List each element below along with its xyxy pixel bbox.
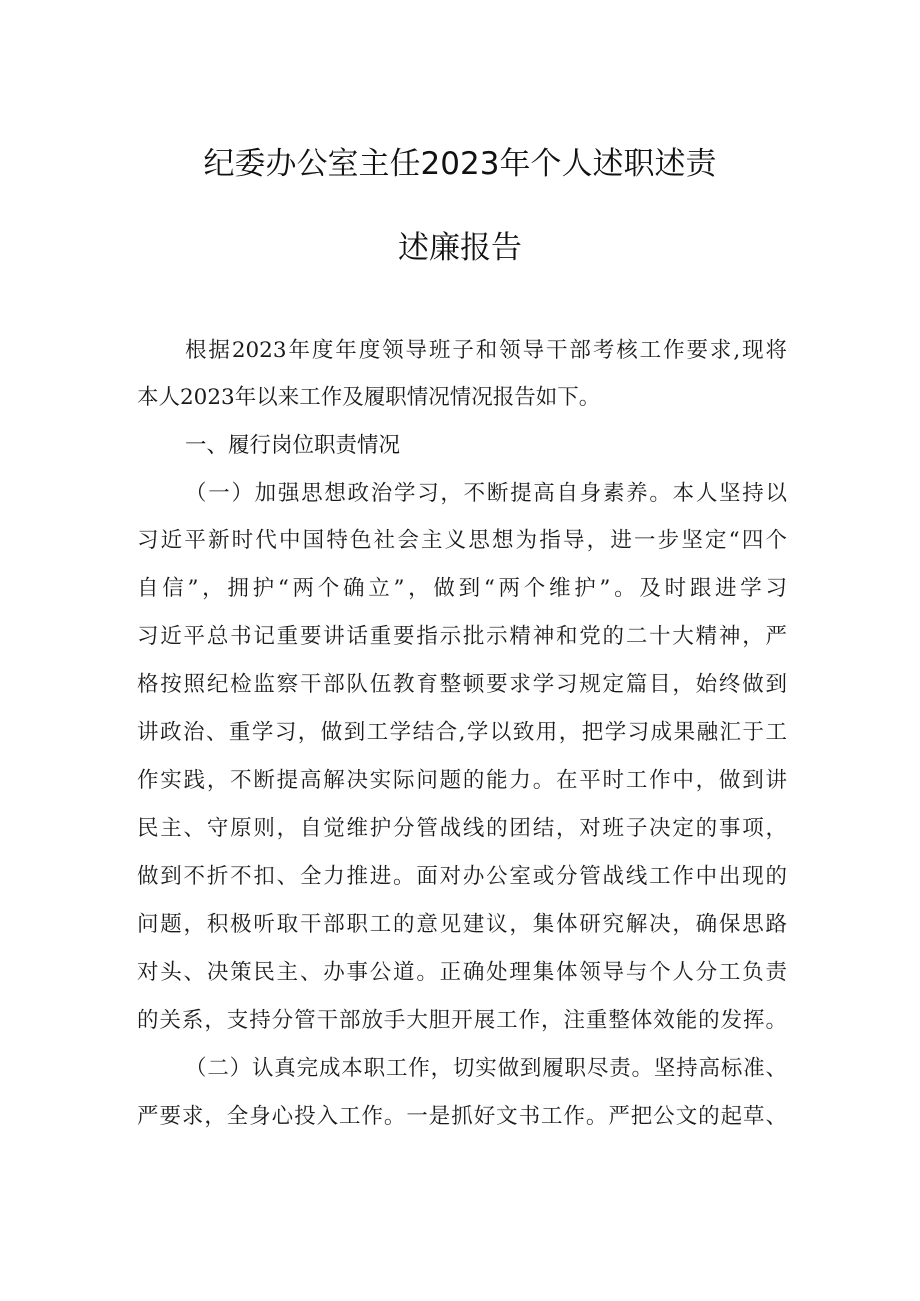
- document-title-line-1: 纪委办公室主任2023年个人述职述责: [203, 146, 717, 182]
- section-heading: 一、履行岗位职责情况: [185, 433, 401, 458]
- para2-line-1: （二）认真完成本职工作，切实做到履职尽责。坚持高标准、: [185, 1056, 787, 1081]
- para1-line-9: 做到不折不扣、全力推进。面对办公室或分管战线工作中出现的: [137, 864, 787, 889]
- para1-line-7: 作实践，不断提高解决实际问题的能力。在平时工作中，做到讲: [137, 768, 787, 793]
- para1-line-3: 自信”，拥护“两个确立”，做到“两个维护”。及时跟进学习: [137, 576, 787, 601]
- document-title-line-2: 述廉报告: [398, 230, 522, 266]
- para1-line-8: 民主、守原则，自觉维护分管战线的团结，对班子决定的事项，: [137, 816, 787, 841]
- para1-line-6: 讲政治、重学习，做到工学结合,学以致用，把学习成果融汇于工: [137, 720, 787, 745]
- para1-line-5: 格按照纪检监察干部队伍教育整顿要求学习规定篇目，始终做到: [137, 672, 787, 697]
- para1-line-10: 问题，积极听取干部职工的意见建议，集体研究解决，确保思路: [137, 912, 787, 937]
- intro-line-2: 本人2023年以来工作及履职情况情况报告如下。: [137, 385, 601, 410]
- para1-line-4: 习近平总书记重要讲话重要指示批示精神和党的二十大精神，严: [137, 624, 787, 649]
- para1-line-12: 的关系，支持分管干部放手大胆开展工作，注重整体效能的发挥。: [137, 1008, 787, 1033]
- para1-line-2: 习近平新时代中国特色社会主义思想为指导，进一步坚定“四个: [137, 528, 787, 553]
- para1-line-1: （一）加强思想政治学习，不断提高自身素养。本人坚持以: [185, 481, 787, 506]
- intro-line-1: 根据2023年度年度领导班子和领导干部考核工作要求,现将: [185, 338, 787, 363]
- para2-line-2: 严要求，全身心投入工作。一是抓好文书工作。严把公文的起草、: [137, 1104, 787, 1129]
- para1-line-11: 对头、决策民主、办事公道。正确处理集体领导与个人分工负责: [137, 960, 787, 985]
